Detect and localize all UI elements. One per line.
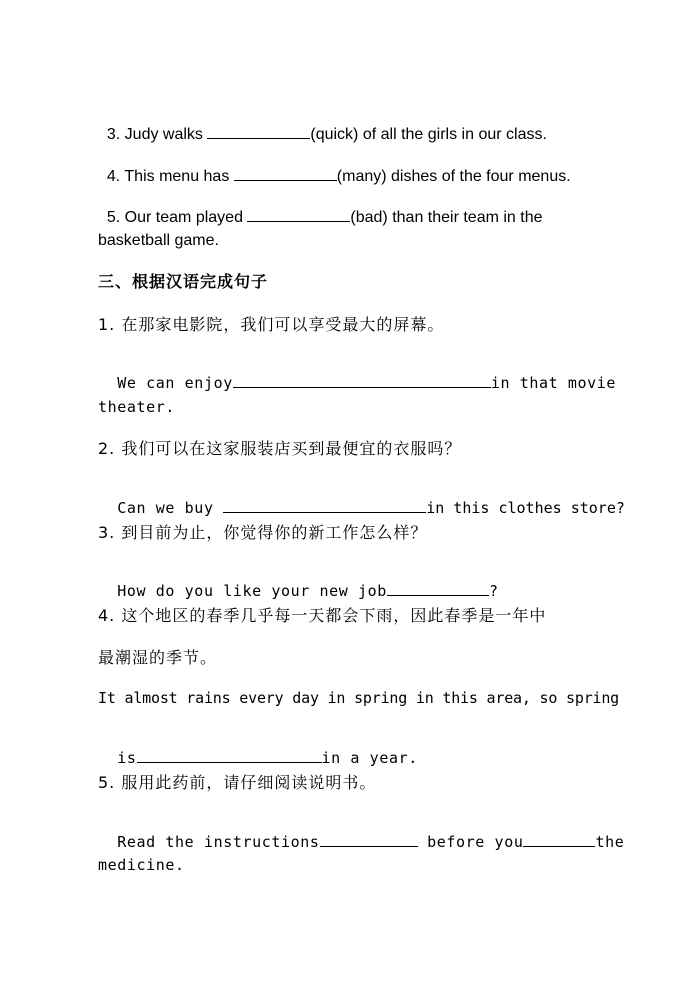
item-4-text-before: is — [117, 749, 137, 767]
item-5-text-after: the — [595, 833, 625, 851]
item-4-chinese-continuation: 最潮湿的季节。 — [98, 648, 218, 667]
answer-blank[interactable] — [320, 832, 418, 847]
item-3-english — [98, 566, 499, 599]
question-3-text-after: (quick) of all the girls in our class. — [310, 126, 547, 143]
answer-blank[interactable] — [223, 498, 426, 513]
item-5-english — [98, 817, 624, 850]
item-1-english-continuation: theater. — [98, 398, 176, 416]
item-5-text-mid: before you — [417, 833, 524, 851]
item-1-text-before: We can enjoy — [117, 374, 233, 392]
item-3-text-before: How do you like your new job — [117, 582, 387, 600]
question-5-text-before: 5. Our team played — [106, 209, 248, 226]
item-1-text-after: in that movie — [490, 374, 617, 392]
section-heading: 三、根据汉语完成句子 — [98, 272, 269, 291]
item-3-chinese: 3. 到目前为止，你觉得你的新工作怎么样？ — [98, 523, 428, 542]
question-4-text-before: 4. This menu has — [106, 168, 234, 185]
question-3 — [98, 108, 547, 143]
item-2-chinese: 2. 我们可以在这家服装店买到最便宜的衣服吗？ — [98, 439, 462, 458]
item-5-text-before: Read the instructions — [117, 833, 320, 851]
question-5 — [98, 191, 543, 226]
answer-blank[interactable] — [234, 166, 337, 181]
item-4-english-answer-line — [98, 733, 418, 766]
answer-blank[interactable] — [207, 124, 310, 139]
question-4-text-after: (many) dishes of the four menus. — [336, 168, 571, 185]
answer-blank[interactable] — [233, 373, 491, 388]
item-5-chinese: 5. 服用此药前，请仔细阅读说明书。 — [98, 773, 377, 792]
question-5-continuation: basketball game. — [98, 232, 219, 249]
item-1-chinese: 1. 在那家电影院，我们可以享受最大的屏幕。 — [98, 315, 445, 334]
question-3-text-before: 3. Judy walks — [106, 126, 208, 143]
item-4-text-after: in a year. — [321, 749, 418, 767]
item-4-chinese: 4. 这个地区的春季几乎每一天都会下雨，因此春季是一年中 — [98, 606, 547, 625]
answer-blank[interactable] — [247, 207, 350, 222]
answer-blank[interactable] — [523, 832, 595, 847]
item-2-text-before: Can we buy — [117, 499, 224, 517]
answer-blank[interactable] — [137, 748, 322, 763]
item-5-english-continuation: medicine. — [98, 856, 185, 874]
item-2-english — [98, 483, 625, 516]
item-2-text-after: in this clothes store? — [426, 499, 625, 517]
item-4-english: It almost rains every day in spring in this area, so spring — [98, 689, 620, 707]
question-5-text-after: (bad) than their team in the — [350, 209, 543, 226]
question-4 — [98, 150, 571, 185]
item-1-english — [98, 358, 616, 391]
item-3-text-after: ? — [488, 582, 499, 600]
answer-blank[interactable] — [387, 581, 489, 596]
